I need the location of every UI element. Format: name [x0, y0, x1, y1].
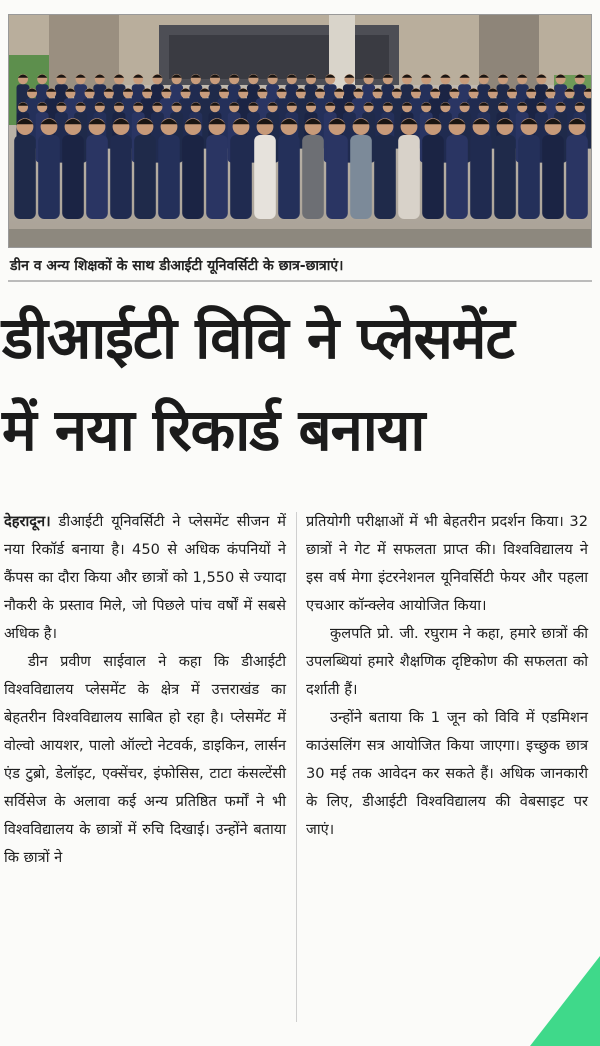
article-column-left [4, 508, 286, 872]
paragraph-4: कुलपति प्रो. जी. रघुराम ने कहा, हमारे छात्रों की उपलब्धियां हमारे शैक्षणिक दृष्टिकोण की सफलता को दर्शाती हैं। [306, 625, 588, 698]
photo-caption: डीन व अन्य शिक्षकों के साथ डीआईटी यूनिवर्सिटी के छात्र-छात्राएं। [10, 258, 344, 274]
group-photo [8, 14, 592, 248]
paragraph-3: प्रतियोगी परीक्षाओं में भी बेहतरीन प्रदर्शन किया। 32 छात्रों ने गेट में सफलता प्राप्त की। विश्वविद्यालय ने इस वर्ष मेगा इंटरनेशनल यूनिवर्सिटी फेयर और पहला एचआर कॉन्क्लेव आयोजित किया। [306, 513, 588, 614]
paragraph-5: उन्होंने बताया कि 1 जून को विवि में एडमिशन काउंसलिंग सत्र आयोजित किया जाएगा। इच्छुक छात्र 30 मई तक आवेदन कर सकते हैं। अधिक जानकारी के लिए, डीआईटी विश्वविद्यालय की वेबसाइट पर जाएं। [306, 709, 588, 838]
headline-line-1: डीआईटी विवि ने प्लेसमेंट [2, 304, 514, 372]
headline-line-2: में नया रिकार्ड बनाया [2, 396, 425, 464]
article-column-right [306, 508, 588, 844]
headline [2, 292, 598, 476]
paragraph-1-text: डीआईटी यूनिवर्सिटी ने प्लेसमेंट सीजन में नया रिकॉर्ड बनाया है। 450 से अधिक कंपनियों ने कैंपस का दौरा किया और छात्रों को 1,550 से ज्यादा नौकरी के प्रस्ताव मिले, जो पिछले पांच वर्षों में सबसे अधिक है। [4, 513, 286, 642]
group-photo-image [9, 15, 591, 247]
column-divider [296, 512, 297, 1022]
paragraph-2: डीन प्रवीण साईवाल ने कहा कि डीआईटी विश्वविद्यालय प्लेसमेंट के क्षेत्र में उत्तराखंड का बेहतरीन विश्वविद्यालय साबित हो रहा है। प्लेसमेंट में वोल्वो आयशर, पालो ऑल्टो नेटवर्क, डाइकिन, लार्सन एंड टुब्रो, डेलॉइट, एक्सेंचर, इंफोसिस, टाटा कंसल्टेंसी सर्विसेज के अलावा कई अन्य प्रतिष्ठित फर्मों ने भी विश्वविद्यालय के छात्रों में रुचि दिखाई। उन्होंने बताया कि छात्रों ने [4, 653, 286, 866]
corner-accent-shape [530, 956, 600, 1046]
paragraph-1 [4, 508, 286, 648]
dateline: देहरादून। [4, 513, 51, 530]
caption-rule [8, 280, 592, 282]
